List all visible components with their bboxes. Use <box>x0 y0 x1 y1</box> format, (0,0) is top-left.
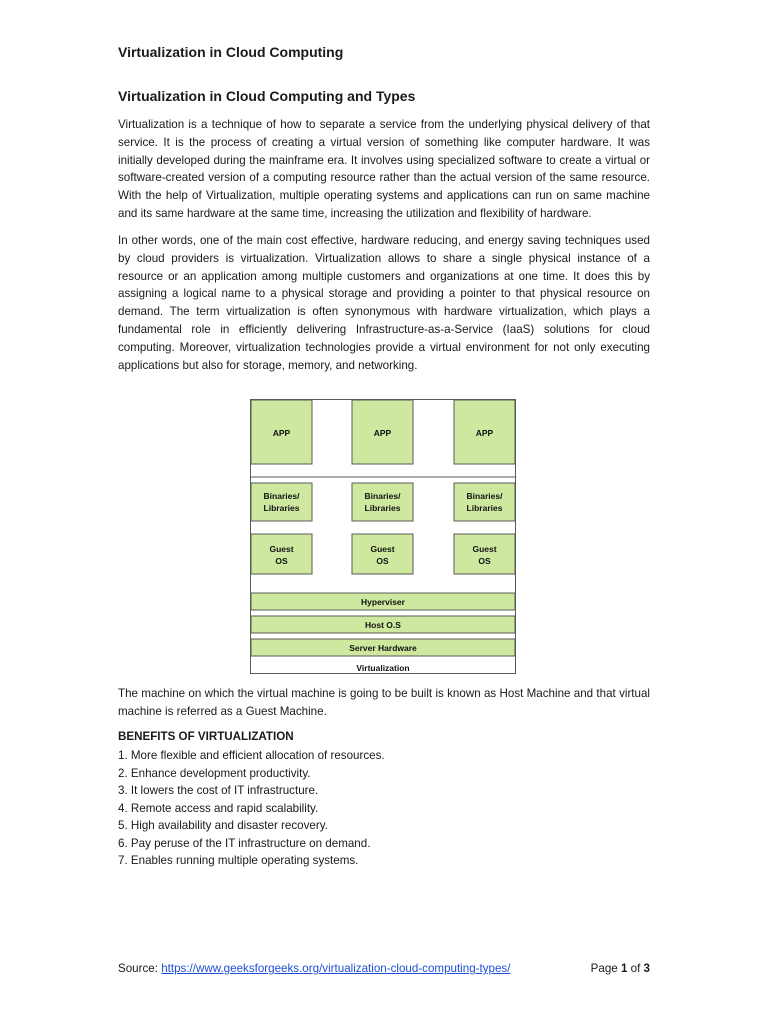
binaries-box-3 <box>454 483 515 521</box>
page-number: Page 1 of 3 <box>590 962 650 975</box>
svg-text:APP: APP <box>373 428 392 438</box>
current-page: 1 <box>620 962 628 975</box>
binaries-box-2 <box>352 483 413 521</box>
svg-text:APP: APP <box>272 428 291 438</box>
benefit-item: 7. Enables running multiple operating systems. <box>118 854 359 867</box>
svg-text:Libraries: Libraries <box>466 503 503 513</box>
total-pages: 3 <box>643 962 650 975</box>
virtualization-label <box>356 663 409 673</box>
benefits-list <box>118 747 385 870</box>
benefit-item: 1. More flexible and efficient allocation of resources. <box>118 749 385 762</box>
benefits-heading: BENEFITS OF VIRTUALIZATION <box>118 730 294 743</box>
host-guest-paragraph: The machine on which the virtual machine is going to be built is known as Host Machine and that virtual machine is referred as a Guest Machine. <box>118 687 650 718</box>
hypervisor-layer <box>251 593 515 610</box>
server-hardware-layer <box>251 639 515 656</box>
guest-os-box-1 <box>251 534 312 574</box>
svg-text:Binaries/: Binaries/ <box>364 491 401 501</box>
source-link[interactable]: https://www.geeksforgeeks.org/virtualization-cloud-computing-types/ <box>161 962 511 975</box>
virtualization-diagram <box>250 399 516 674</box>
svg-text:Server Hardware: Server Hardware <box>349 643 417 653</box>
svg-text:Libraries: Libraries <box>364 503 401 513</box>
svg-text:Binaries/: Binaries/ <box>263 491 300 501</box>
svg-text:Hyperviser: Hyperviser <box>361 597 405 607</box>
benefit-item: 4. Remote access and rapid scalability. <box>118 801 319 815</box>
explanation-paragraph: In other words, one of the main cost effective, hardware reducing, and energy saving techniques used by cloud providers is virtualization. Virtualization allows to share a single physical instance of a resource or an application among multiple customers and organizations at one time. It does this by assigning a logical name to a physical storage and providing a pointer to that physical resource on demand. The term virtualization is often synonymous with hardware virtualization, which plays a fundamental role in efficiently delivering Infrastructure-as-a-Service (IaaS) solutions for cloud computing. Moreover, virtualization technologies provide a virtual environment for not only executing applications but also for storage, memory, and networking. <box>118 234 650 372</box>
page-footer <box>118 962 650 975</box>
svg-text:Guest: Guest <box>269 544 294 554</box>
host-os-layer <box>251 616 515 633</box>
source-line <box>118 962 510 975</box>
svg-text:Guest: Guest <box>472 544 497 554</box>
svg-text:Virtualization: Virtualization <box>356 663 410 673</box>
source-label: Source: <box>118 962 162 975</box>
benefit-item: 6. Pay peruse of the IT infrastructure on demand. <box>118 836 371 850</box>
benefit-item: 2. Enhance development productivity. <box>118 766 311 780</box>
svg-text:OS: OS <box>478 556 491 566</box>
binaries-box-1 <box>251 483 312 521</box>
svg-text:OS: OS <box>376 556 389 566</box>
svg-text:Libraries: Libraries <box>263 503 300 513</box>
svg-text:Guest: Guest <box>370 544 395 554</box>
svg-text:OS: OS <box>275 556 288 566</box>
guest-os-box-2 <box>352 534 413 574</box>
app-box-2 <box>352 400 413 464</box>
intro-paragraph: Virtualization is a technique of how to separate a service from the underlying physical delivery of that service. It is the process of creating a virtual version of something like computer hardware. It was initially developed during the mainframe era. It involves using specialized software to create a virtual or software-created version of a computing resource rather than the actual version of the same resource. With the help of Virtualization, multiple operating systems and applications can run on same machine and its same hardware at the same time, increasing the utilization and flexibility of hardware. <box>118 118 650 220</box>
svg-text:APP: APP <box>475 428 494 438</box>
app-box-1 <box>251 400 312 464</box>
section-title: Virtualization in Cloud Computing and Types <box>118 88 416 104</box>
guest-os-box-3 <box>454 534 515 574</box>
svg-text:Binaries/: Binaries/ <box>466 491 503 501</box>
benefit-item: 3. It lowers the cost of IT infrastructure. <box>118 784 319 797</box>
app-box-3 <box>454 400 515 464</box>
svg-text:Host O.S: Host O.S <box>365 620 401 630</box>
benefit-item: 5. High availability and disaster recovery. <box>118 819 328 832</box>
document-title: Virtualization in Cloud Computing <box>118 44 344 60</box>
